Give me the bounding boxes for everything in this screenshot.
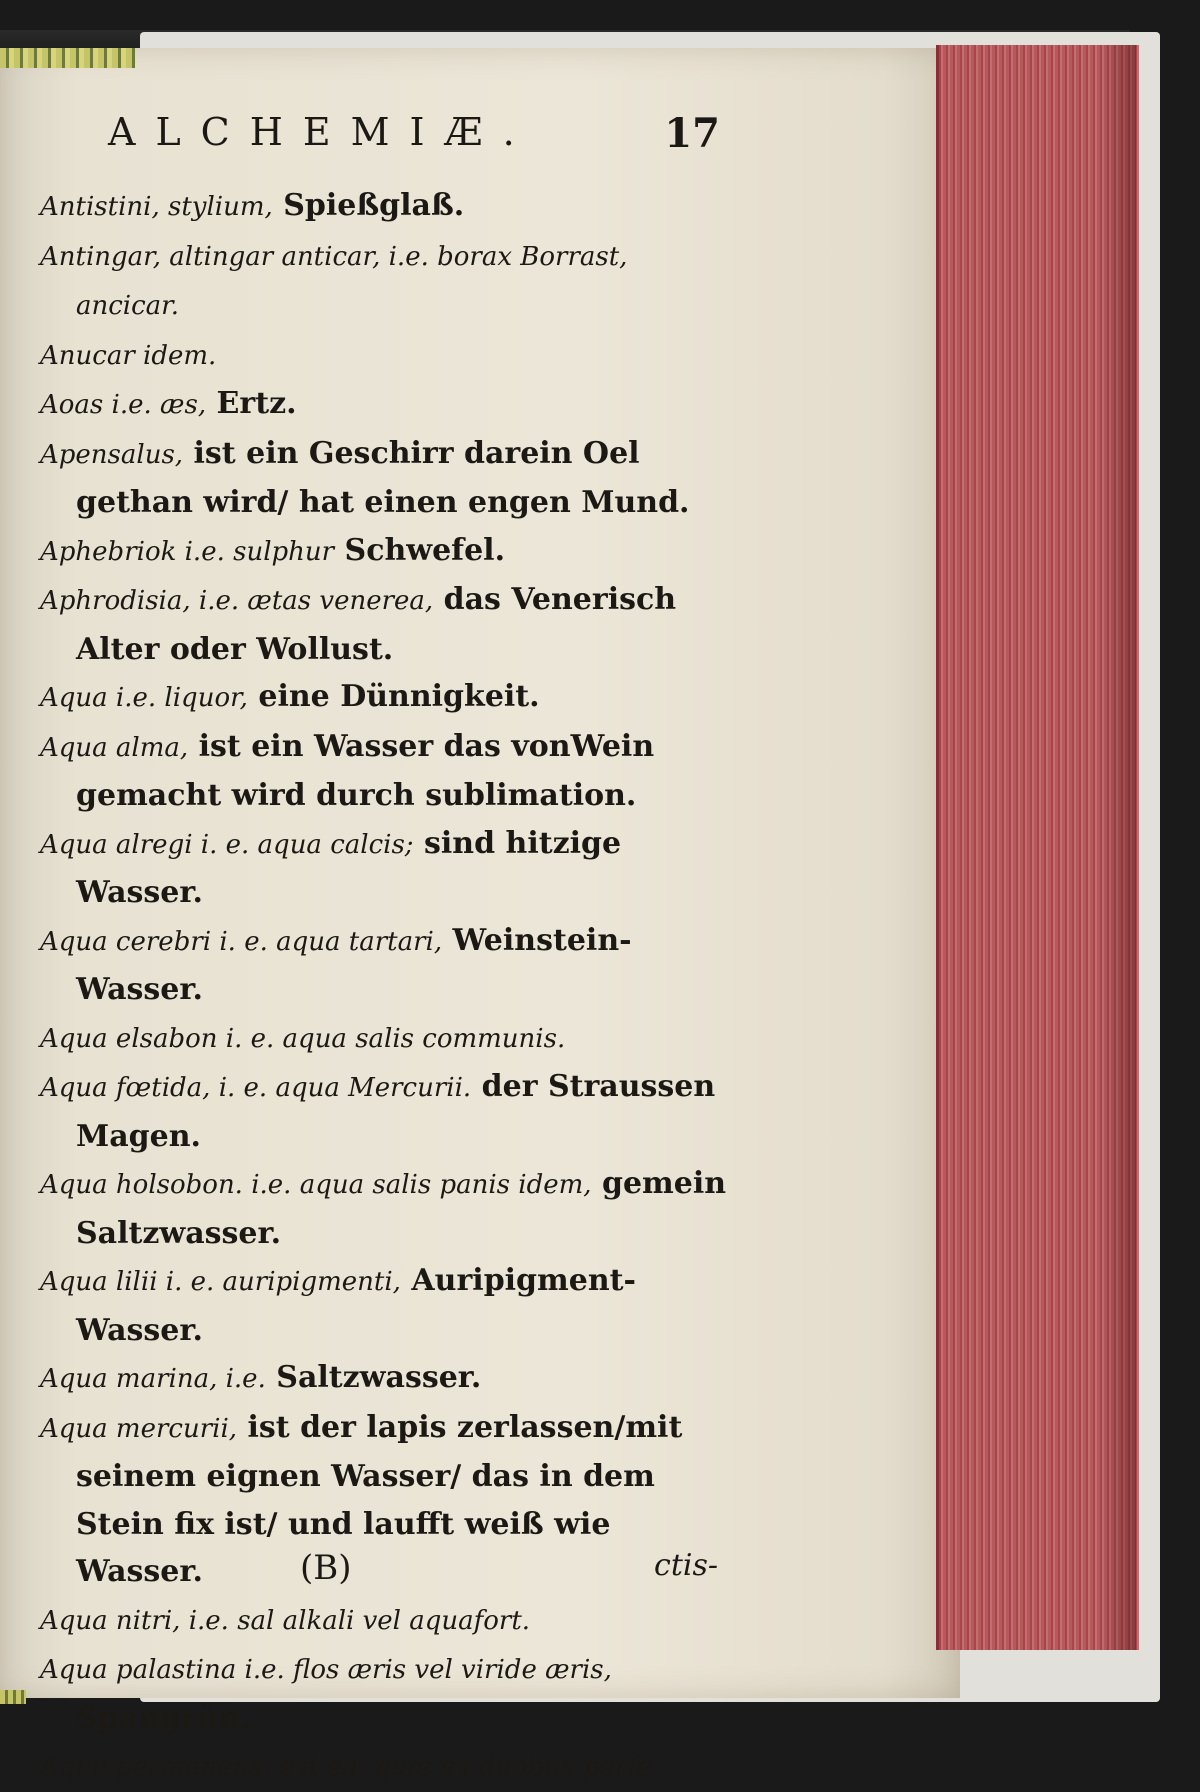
latin-term: Anucar idem. xyxy=(40,340,217,371)
german-gloss: Auripigment-Wasser. xyxy=(76,1263,636,1348)
glossary-entry xyxy=(40,820,735,917)
latin-term: Aoas i.e. æs, xyxy=(40,390,207,420)
glossary-entry xyxy=(40,380,735,430)
glossary-entry xyxy=(40,1014,735,1064)
glossary-entry xyxy=(40,1160,735,1257)
german-gloss: der Straussen Magen. xyxy=(76,1069,716,1154)
glossary-entry xyxy=(40,673,735,723)
glossary-entry xyxy=(40,331,735,381)
latin-term: Aphrodisia, i.e. ætas venerea, xyxy=(40,586,434,616)
latin-term: Aqua mercurii, xyxy=(40,1413,238,1444)
german-gloss: ist ein Geschirr darein Oel gethan wird/ hat einen engen Mund. xyxy=(76,435,690,520)
running-head xyxy=(108,110,720,170)
latin-term: Aqua nitri, i.e. sal alkali vel aquafort. xyxy=(40,1605,531,1636)
latin-term: Aqua fœtida, i. e. aqua Mercurii. xyxy=(40,1073,472,1103)
glossary-entry xyxy=(40,576,735,673)
latin-term: Aqua alregi i. e. aqua calcis; xyxy=(40,829,414,860)
page-number: 17 xyxy=(664,110,720,157)
latin-term: Aqua permanens, est ea, quæ ex duobus perfe- xyxy=(40,1752,661,1782)
glossary-entry xyxy=(40,917,735,1014)
signature-mark: (B) xyxy=(300,1548,352,1588)
glossary-entry xyxy=(40,1063,735,1160)
glossary-entry xyxy=(40,1596,735,1646)
latin-term: Apensalus, xyxy=(40,439,184,470)
german-gloss: sind hitzige Wasser. xyxy=(76,825,622,910)
running-head-title: ALCHEMIÆ. xyxy=(108,110,535,154)
german-gloss: Saltzwasser. xyxy=(265,1360,482,1395)
page-footer xyxy=(40,1548,718,1598)
german-gloss: ist ein Wasser das vonWein gemacht wird durch sublimation. xyxy=(76,728,655,813)
glossary-entry xyxy=(40,1354,735,1404)
german-gloss: gemein Saltzwasser. xyxy=(76,1166,727,1251)
glossary-entry xyxy=(40,182,735,232)
glossary-entry xyxy=(40,527,735,577)
latin-term: Aqua elsabon i. e. aqua salis communis. xyxy=(40,1023,566,1054)
page-edges-shade xyxy=(1100,45,1136,1650)
glossary-entry xyxy=(40,232,735,331)
german-gloss: Weinstein-Wasser. xyxy=(76,922,632,1007)
latin-term: Aqua holsobon. i.e. aqua salis panis idem, xyxy=(40,1170,592,1200)
latin-term: Aqua lilii i. e. auripigmenti, xyxy=(40,1267,401,1297)
german-gloss: Spangrün. xyxy=(76,1700,251,1736)
ribbon-bookmark-end xyxy=(0,1690,26,1704)
latin-term: Antingar, altingar anticar, i.e. borax Borrast, ancicar. xyxy=(40,241,628,321)
german-gloss: das Venerisch Alter oder Wollust. xyxy=(76,582,677,667)
german-gloss: Schwefel. xyxy=(334,532,506,568)
german-gloss: ist der lapis zerlassen/mit seinem eignen Wasser/ das in dem Stein fix ist/ und laufft weiß wie Wasser. xyxy=(76,1409,683,1589)
glossary-entry xyxy=(40,723,735,820)
latin-term: Aqua alma, xyxy=(40,732,189,763)
latin-term: Aphebriok i.e. sulphur xyxy=(40,536,335,567)
latin-term: Aqua palastina i.e. flos æris vel viride æris, xyxy=(40,1655,612,1685)
glossary-entry xyxy=(40,430,735,527)
german-gloss: eine Dünnigkeit. xyxy=(247,679,540,714)
latin-term: Aqua i.e. liquor, xyxy=(40,683,248,713)
latin-term: Aqua cerebri i. e. aqua tartari, xyxy=(40,926,443,957)
latin-term: Aqua marina, i.e. xyxy=(40,1364,266,1394)
glossary-entry xyxy=(40,1645,735,1742)
catchword: ctis- xyxy=(654,1548,718,1583)
glossary-entry xyxy=(40,1257,735,1354)
ribbon-bookmark xyxy=(0,48,135,68)
glossary-entry xyxy=(40,1742,735,1792)
german-gloss: Spießglaß. xyxy=(272,188,465,223)
german-gloss: Ertz. xyxy=(206,386,297,421)
latin-term: Antistini, stylium, xyxy=(40,192,273,222)
